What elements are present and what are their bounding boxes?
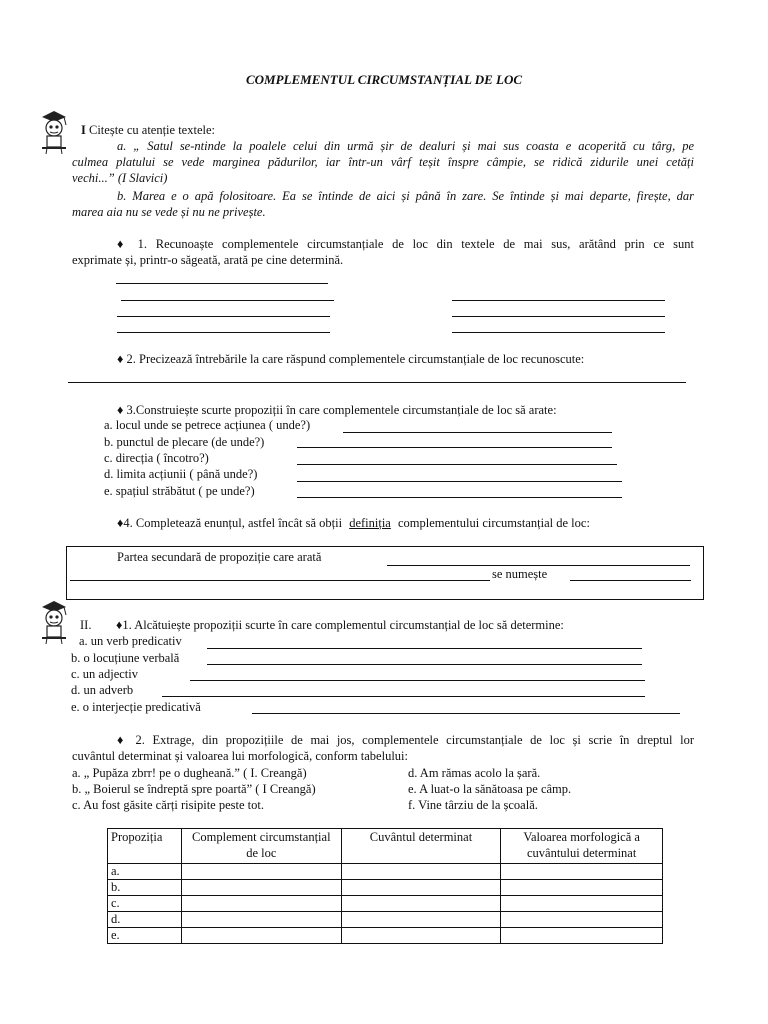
table-row-label: d. bbox=[108, 912, 182, 928]
answer-line[interactable] bbox=[343, 432, 612, 433]
sentence-a: a. „ Pupăza zbrr! pe o dugheană.” ( I. Creangă) bbox=[72, 766, 307, 780]
table-header-valoare: Valoarea morfologică a cuvântului determinat bbox=[501, 829, 663, 864]
answer-line[interactable] bbox=[70, 580, 490, 581]
text-a-line1: a. „ Satul se-ntinde la poalele celui din urmă șir de dealuri și mai sus coasta e acoperită cu târg, pe bbox=[117, 139, 694, 153]
answer-line[interactable] bbox=[570, 580, 691, 581]
answer-line[interactable] bbox=[252, 713, 680, 714]
sentence-f: f. Vine târziu de la școală. bbox=[408, 798, 538, 812]
table-cell[interactable] bbox=[501, 928, 663, 944]
text-b-line1: b. Marea e o apă folositoare. Ea se întinde de aici și până în zare. Se întinde și mai departe, firește, dar bbox=[117, 189, 694, 203]
part1-roman: I bbox=[81, 123, 86, 137]
ex4-text-after: complementului circumstanțial de loc: bbox=[397, 516, 590, 530]
part2-ex1-item-c: c. un adjectiv bbox=[71, 667, 138, 681]
ex3-item-d: d. limita acțiunii ( până unde?) bbox=[104, 467, 258, 481]
ex3-item-e: e. spațiul străbătut ( pe unde?) bbox=[104, 484, 255, 498]
table-row-label: a. bbox=[108, 864, 182, 880]
part2-ex1-item-e: e. o interjecție predicativă bbox=[71, 700, 201, 714]
ex3-instruction: ♦ 3.Construiește scurte propoziții în care complementele circumstanțiale de loc să arate: bbox=[117, 403, 557, 417]
table-row bbox=[108, 912, 663, 928]
table-row bbox=[108, 880, 663, 896]
table-cell[interactable] bbox=[501, 880, 663, 896]
answer-line[interactable] bbox=[117, 316, 330, 317]
answer-line[interactable] bbox=[207, 648, 642, 649]
table-cell[interactable] bbox=[341, 880, 501, 896]
table-header-row bbox=[108, 829, 663, 864]
answer-line[interactable] bbox=[387, 565, 690, 566]
part2-ex1-item-b: b. o locuțiune verbală bbox=[71, 651, 180, 665]
table-row bbox=[108, 864, 663, 880]
answer-line[interactable] bbox=[117, 332, 330, 333]
page-title: COMPLEMENTUL CIRCUMSTANȚIAL DE LOC bbox=[245, 72, 523, 87]
ex2-instruction: ♦ 2. Precizează întrebările la care răspund complementele circumstanțiale de loc recunoscute: bbox=[117, 352, 585, 366]
answer-line[interactable] bbox=[297, 497, 622, 498]
definition-suffix: se numește bbox=[492, 567, 548, 581]
table-cell[interactable] bbox=[181, 928, 341, 944]
table-row-label: c. bbox=[108, 896, 182, 912]
table-cell[interactable] bbox=[501, 896, 663, 912]
table-cell[interactable] bbox=[181, 896, 341, 912]
ex4-underlined-word: definiția bbox=[349, 516, 391, 530]
ex3-item-c: c. direcția ( încotro?) bbox=[104, 451, 209, 465]
table-cell[interactable] bbox=[341, 864, 501, 880]
table-row bbox=[108, 928, 663, 944]
part2-roman: II. bbox=[80, 618, 92, 632]
ex3-item-b: b. punctul de plecare (de unde?) bbox=[104, 435, 265, 449]
ex4-instruction bbox=[117, 516, 590, 531]
definition-text: Partea secundară de propoziție care arată bbox=[117, 550, 322, 564]
student-thinking-icon bbox=[38, 598, 70, 644]
answer-line[interactable] bbox=[297, 447, 612, 448]
ex3-item-a: a. locul unde se petrece acțiunea ( unde?) bbox=[104, 418, 311, 432]
answer-line[interactable] bbox=[297, 481, 622, 482]
answer-table bbox=[107, 828, 663, 944]
table-cell[interactable] bbox=[181, 864, 341, 880]
part1-heading bbox=[81, 123, 215, 138]
sentence-d: d. Am rămas acolo la șară. bbox=[408, 766, 541, 780]
table-cell[interactable] bbox=[501, 864, 663, 880]
answer-line[interactable] bbox=[452, 332, 665, 333]
table-cell[interactable] bbox=[341, 912, 501, 928]
answer-line[interactable] bbox=[452, 316, 665, 317]
ex1-instruction-line2: exprimate și, printr-o săgeată, arată pe cine determină. bbox=[72, 253, 344, 267]
answer-line[interactable] bbox=[207, 664, 642, 665]
sentence-e: e. A luat-o la sănătoasa pe câmp. bbox=[408, 782, 572, 796]
table-cell[interactable] bbox=[181, 912, 341, 928]
table-cell[interactable] bbox=[181, 880, 341, 896]
part2-ex2-instruction-line2: cuvântul determinat și valoarea lui morfologică, conform tabelului: bbox=[72, 749, 408, 763]
table-header-cuvant: Cuvântul determinat bbox=[341, 829, 501, 864]
table-row bbox=[108, 896, 663, 912]
text-a-line2: culmea platului se vede marginea pădurilor, iar într-un vârf teșit înspre câmpie, se ridică zidurile unei cetăți bbox=[72, 155, 694, 169]
answer-line[interactable] bbox=[68, 382, 686, 383]
table-row-label: b. bbox=[108, 880, 182, 896]
text-a-line3: vechi...” (I Slavici) bbox=[72, 171, 168, 185]
table-cell[interactable] bbox=[341, 928, 501, 944]
part2-ex1-item-d: d. un adverb bbox=[71, 683, 134, 697]
table-header-propozitia: Propoziția bbox=[108, 829, 182, 864]
text-b-line2: marea aia nu se vede și nu ne privește. bbox=[72, 205, 266, 219]
table-cell[interactable] bbox=[501, 912, 663, 928]
answer-line[interactable] bbox=[116, 283, 328, 284]
answer-line[interactable] bbox=[190, 680, 645, 681]
answer-line[interactable] bbox=[297, 464, 617, 465]
part2-ex2-instruction-line1: ♦ 2. Extrage, din propozițiile de mai jos, complementele circumstanțiale de loc și scrie în dreptul lor bbox=[117, 733, 694, 747]
part2-ex1-instruction: ♦1. Alcătuiește propoziții scurte în care complementul circumstanțial de loc să determine: bbox=[116, 618, 564, 632]
student-thinking-icon bbox=[38, 108, 70, 154]
part2-ex1-item-a: a. un verb predicativ bbox=[79, 634, 182, 648]
table-header-complement: Complement circumstanțial de loc bbox=[181, 829, 341, 864]
answer-line[interactable] bbox=[452, 300, 665, 301]
ex4-text-before: ♦4. Completează enunțul, astfel încât să obții bbox=[117, 516, 343, 530]
table-row-label: e. bbox=[108, 928, 182, 944]
answer-line[interactable] bbox=[162, 696, 645, 697]
sentence-b: b. „ Boierul se îndreptă spre poartă” ( I Creangă) bbox=[72, 782, 316, 796]
table-cell[interactable] bbox=[341, 896, 501, 912]
part1-heading-text: Citește cu atenție textele: bbox=[89, 123, 215, 137]
ex1-instruction-line1: ♦ 1. Recunoaște complementele circumstanțiale de loc din textele de mai sus, arătând prin ce sunt bbox=[117, 237, 694, 251]
sentence-c: c. Au fost găsite cărți risipite peste tot. bbox=[72, 798, 264, 812]
answer-line[interactable] bbox=[121, 300, 334, 301]
